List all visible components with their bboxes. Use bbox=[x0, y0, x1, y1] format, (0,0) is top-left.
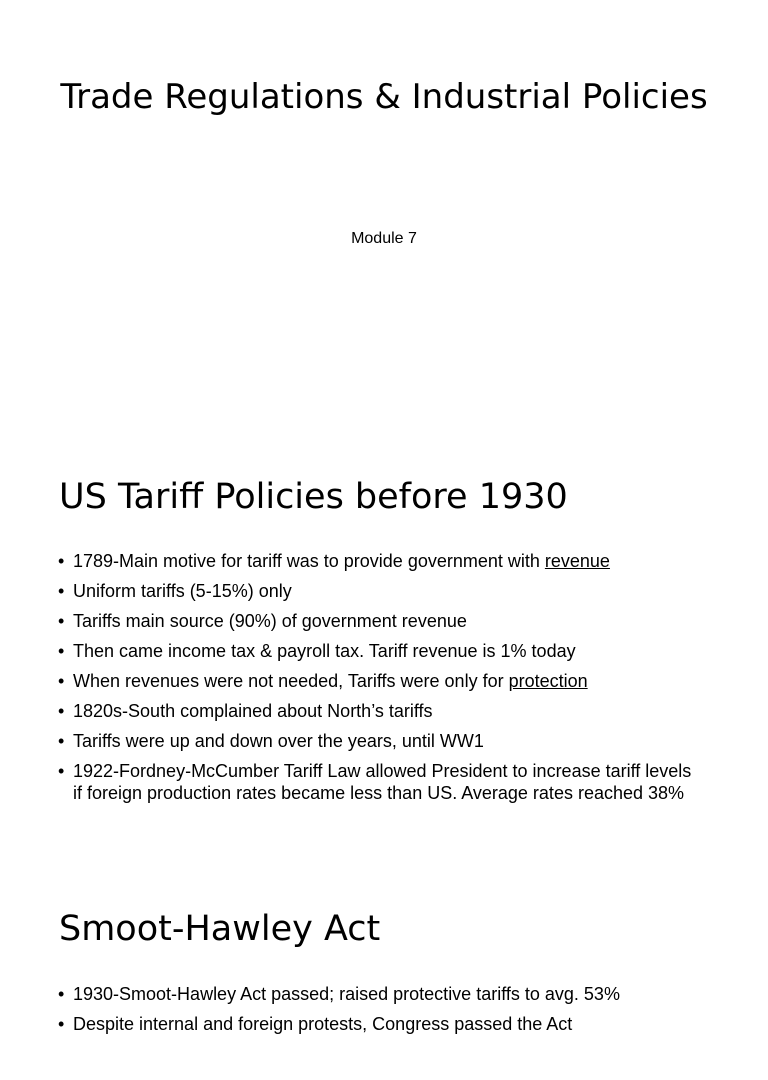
slide-title: Trade Regulations & Industrial Policies bbox=[60, 77, 708, 117]
list-item-text: Despite internal and foreign protests, Congress passed the Act bbox=[73, 1014, 573, 1034]
smoot-hawley-slide bbox=[0, 880, 768, 1080]
list-item bbox=[58, 760, 698, 804]
bullet-icon: • bbox=[58, 761, 65, 781]
bullet-icon: • bbox=[58, 641, 65, 661]
underlined-term: revenue bbox=[544, 551, 610, 571]
list-item-text: Uniform tariffs (5-15%) only bbox=[73, 581, 292, 601]
list-item bbox=[58, 670, 698, 692]
list-item bbox=[58, 983, 698, 1005]
list-item-text: When revenues were not needed, Tariffs were only for bbox=[73, 671, 509, 691]
bullet-icon: • bbox=[58, 1014, 65, 1034]
bullet-list bbox=[58, 550, 698, 812]
bullet-icon: • bbox=[58, 984, 65, 1004]
bullet-icon: • bbox=[58, 581, 65, 601]
list-item-text: 1820s-South complained about North’s tariffs bbox=[73, 701, 433, 721]
underlined-term: protection bbox=[508, 671, 588, 691]
list-item bbox=[58, 640, 698, 662]
list-item bbox=[58, 580, 698, 602]
list-item bbox=[58, 1013, 698, 1035]
slide-heading: US Tariff Policies before 1930 bbox=[59, 477, 568, 517]
slide-subtitle: Module 7 bbox=[351, 230, 417, 247]
list-item-text: 1930-Smoot-Hawley Act passed; raised protective tariffs to avg. 53% bbox=[73, 984, 620, 1004]
bullet-icon: • bbox=[58, 731, 65, 751]
list-item-text: Tariffs main source (90%) of government revenue bbox=[73, 611, 467, 631]
list-item bbox=[58, 730, 698, 752]
bullet-icon: • bbox=[58, 611, 65, 631]
bullet-icon: • bbox=[58, 701, 65, 721]
list-item-text: Then came income tax & payroll tax. Tariff revenue is 1% today bbox=[73, 641, 576, 661]
title-slide bbox=[0, 0, 768, 420]
list-item bbox=[58, 700, 698, 722]
list-item-text: Tariffs were up and down over the years, until WW1 bbox=[73, 731, 484, 751]
slide-heading: Smoot-Hawley Act bbox=[59, 909, 381, 949]
tariff-policies-slide bbox=[0, 440, 768, 860]
list-item-text: 1922-Fordney-McCumber Tariff Law allowed President to increase tariff levels if foreign production rates became less than US. Average rates reached 38% bbox=[73, 761, 692, 803]
bullet-icon: • bbox=[58, 671, 65, 691]
list-item-text: 1789-Main motive for tariff was to provide government with bbox=[73, 551, 545, 571]
bullet-list bbox=[58, 983, 698, 1043]
bullet-icon: • bbox=[58, 551, 65, 571]
list-item bbox=[58, 610, 698, 632]
list-item bbox=[58, 550, 698, 572]
